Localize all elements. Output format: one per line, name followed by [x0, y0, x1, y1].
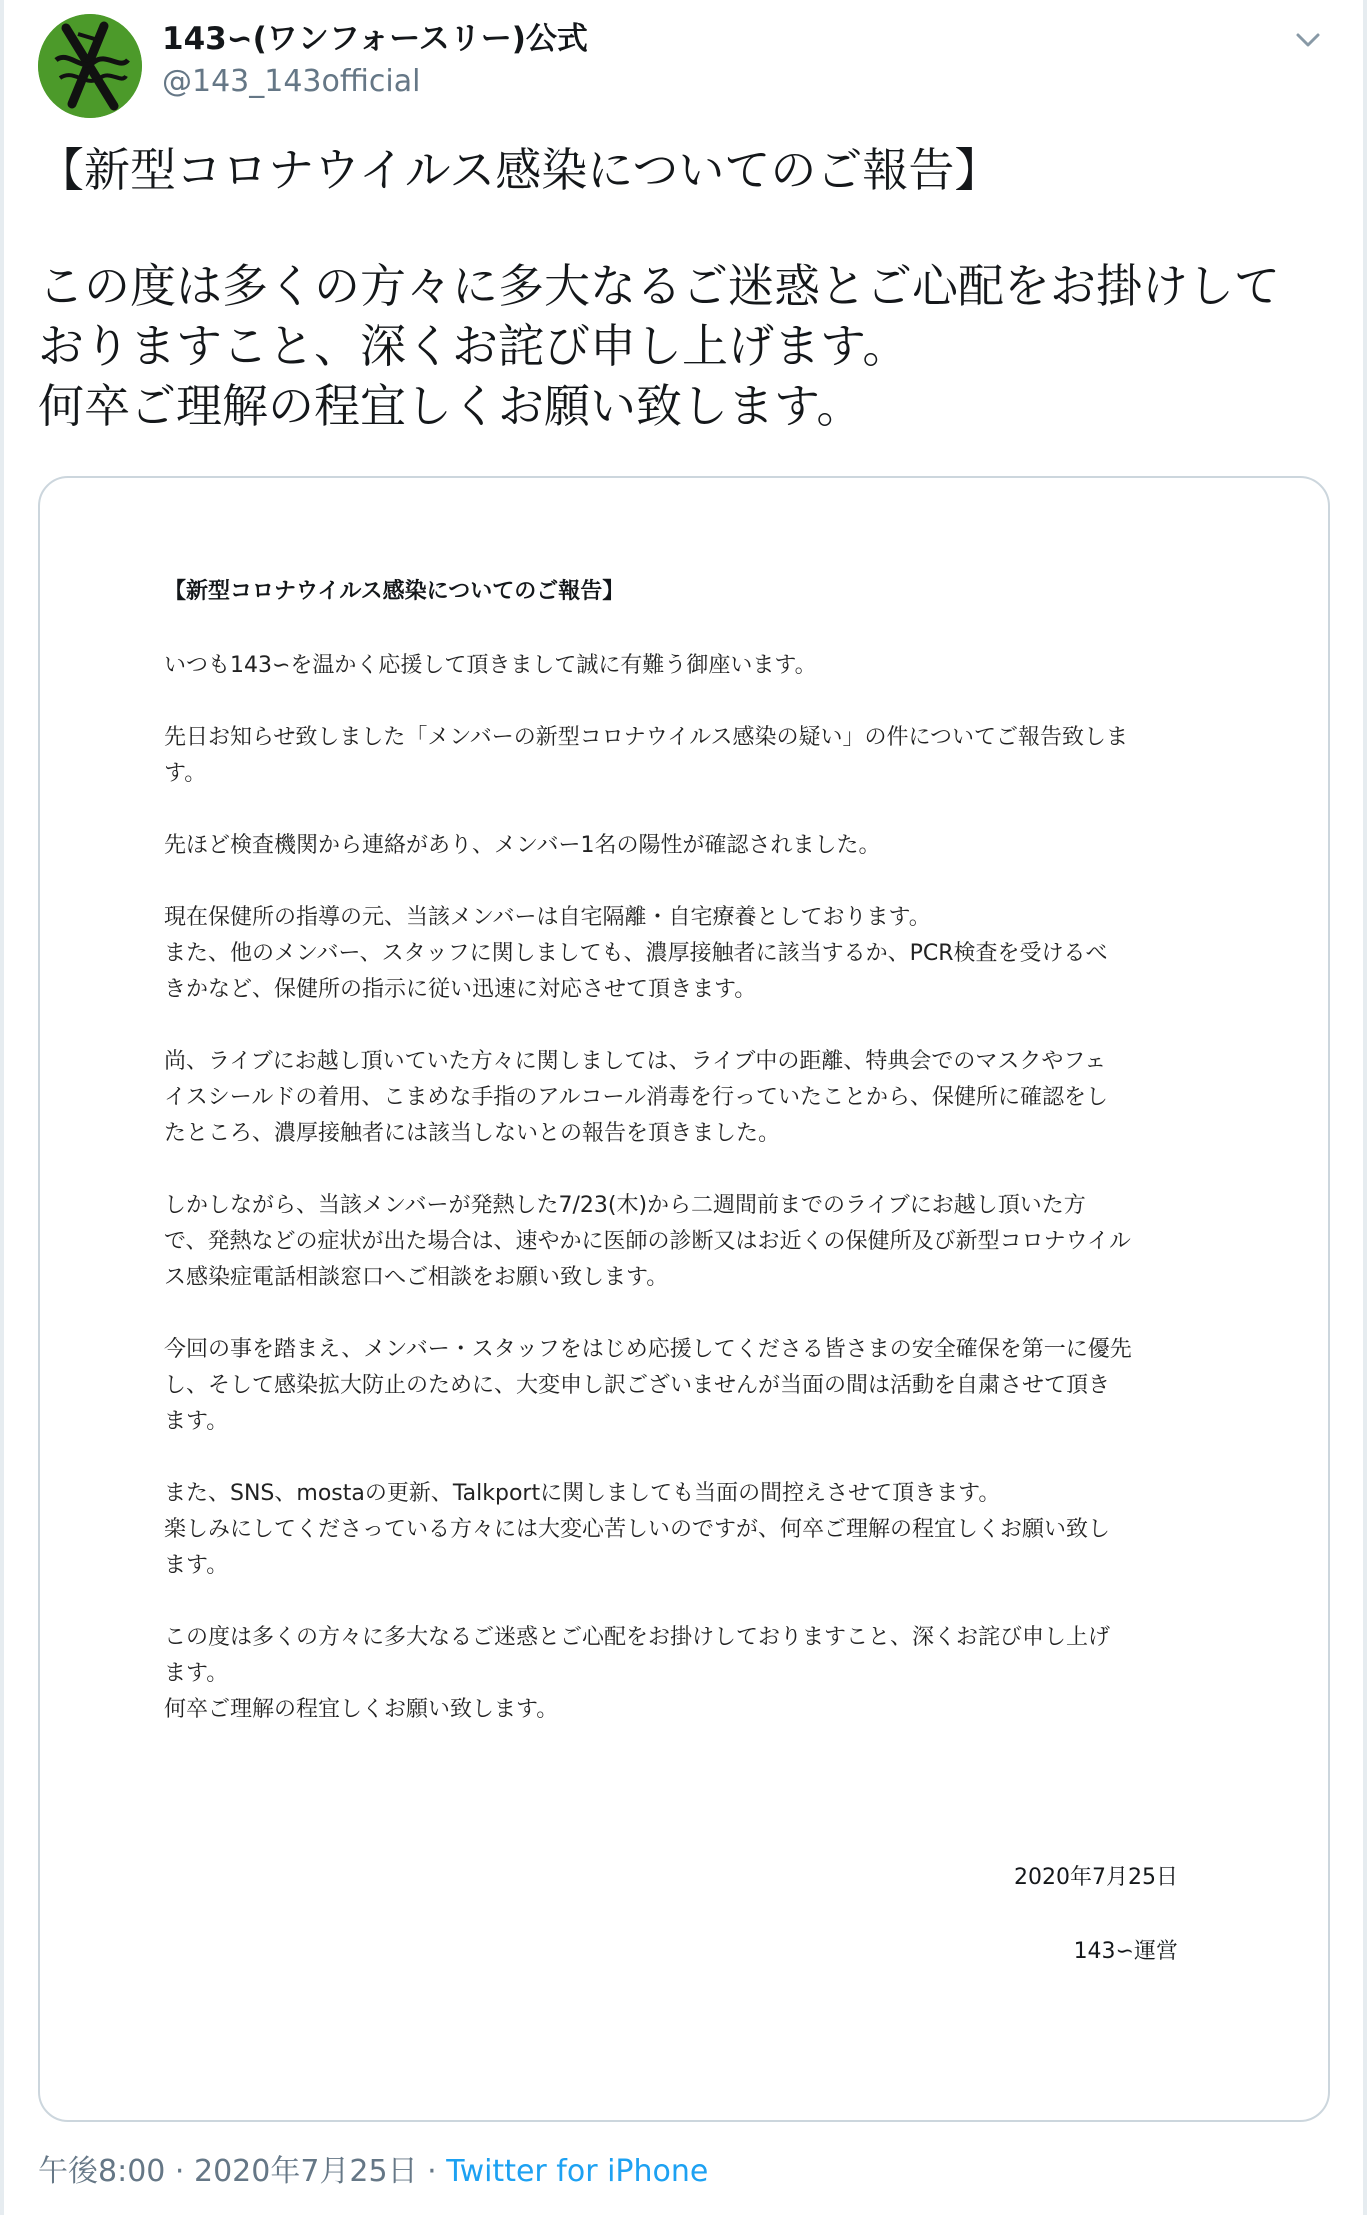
tweet-time[interactable]: 午後8:00	[38, 2154, 166, 2189]
document-line: この度は多くの方々に多大なるご迷惑とご心配をお掛けしておりますこと、深くお詫び申し上げ	[164, 1625, 1111, 1650]
page-edge-right	[1363, 0, 1367, 2215]
document-paragraph	[164, 1620, 1264, 1728]
tweet-line: この度は多くの方々に多大なるご迷惑とご心配をお掛けして	[38, 259, 1280, 313]
source-link[interactable]: Twitter for iPhone	[446, 2154, 709, 2189]
document-line: しかしながら、当該メンバーが発熱した7/23(木)から二週間前までのライブにお越し頂いた方	[164, 1193, 1086, 1218]
avatar[interactable]	[38, 14, 142, 118]
document-paragraph	[164, 1332, 1264, 1440]
meta-separator: ·	[165, 2154, 194, 2189]
document-line: きかなど、保健所の指示に従い迅速に対応させて頂きます。	[164, 977, 757, 1002]
tweet-title: 【新型コロナウイルス感染についてのご報告】	[38, 143, 1001, 197]
chevron-down-icon[interactable]	[1288, 20, 1328, 60]
display-name[interactable]: 143∽(ワンフォースリー)公式	[162, 21, 588, 57]
tweet-date[interactable]: 2020年7月25日	[193, 2154, 418, 2189]
document-line: いつも143∽を温かく応援して頂きまして誠に有難う御座います。	[164, 653, 817, 678]
document-line: ます。	[164, 1661, 229, 1686]
tweet-header	[38, 14, 1328, 124]
document-paragraph	[164, 648, 1264, 684]
document-paragraph	[164, 828, 1264, 864]
attached-image-card[interactable]	[38, 476, 1330, 2122]
document-paragraph	[164, 900, 1264, 1008]
document-line: ス感染症電話相談窓口へご相談をお願い致します。	[164, 1265, 669, 1290]
document-line: ます。	[164, 1553, 229, 1578]
document-signature: 143∽運営	[1073, 1939, 1178, 1964]
document-line: また、SNS、mostaの更新、Talkportに関しましても当面の間控えさせて頂きます。	[164, 1481, 1001, 1506]
document-line: 尚、ライブにお越し頂いていた方々に関しましては、ライブ中の距離、特典会でのマスクやフェ	[164, 1049, 1107, 1074]
tweet-text	[38, 140, 1338, 436]
page-edge-left	[0, 0, 4, 2215]
user-handle[interactable]: @143_143official	[162, 64, 421, 99]
document-line: 今回の事を踏まえ、メンバー・スタッフをはじめ応援してくださる皆さまの安全確保を第一に優先	[164, 1337, 1132, 1362]
document-line: で、発熱などの症状が出た場合は、速やかに医師の診断又はお近くの保健所及び新型コロナウイル	[164, 1229, 1131, 1254]
document-date: 2020年7月25日	[1014, 1865, 1178, 1890]
logo-avatar-icon	[38, 14, 142, 118]
document-paragraph	[164, 720, 1264, 792]
tweet-line: 何卒ご理解の程宜しくお願い致します。	[38, 379, 863, 433]
document-paragraph	[164, 1188, 1264, 1296]
document-line: し、そして感染拡大防止のために、大変申し訳ございませんが当面の間は活動を自粛させて頂き	[164, 1373, 1111, 1398]
document-line: たところ、濃厚接触者には該当しないとの報告を頂きました。	[164, 1121, 781, 1146]
document-line: す。	[164, 761, 207, 786]
document-line: 何卒ご理解の程宜しくお願い致します。	[164, 1697, 559, 1722]
tweet-line: おりますこと、深くお詫び申し上げます。	[38, 319, 909, 373]
document-line: ます。	[164, 1409, 229, 1434]
document-paragraph	[164, 1476, 1264, 1584]
document-line: 先日お知らせ致しました「メンバーの新型コロナウイルス感染の疑い」の件についてご報告致しま	[164, 725, 1129, 750]
document-line: また、他のメンバー、スタッフに関しましても、濃厚接触者に該当するか、PCR検査を受けるべ	[164, 941, 1108, 966]
document-line: イスシールドの着用、こまめな手指のアルコール消毒を行っていたことから、保健所に確認をし	[164, 1085, 1109, 1110]
announcement-document	[164, 574, 1264, 1764]
tweet-meta	[38, 2152, 708, 2192]
document-title: 【新型コロナウイルス感染についてのご報告】	[164, 579, 625, 604]
document-paragraph	[164, 1044, 1264, 1152]
document-line: 楽しみにしてくださっている方々には大変心苦しいのですが、何卒ご理解の程宜しくお願い致し	[164, 1517, 1111, 1542]
document-line: 現在保健所の指導の元、当該メンバーは自宅隔離・自宅療養としております。	[164, 905, 931, 930]
meta-separator: ·	[417, 2154, 447, 2189]
document-line: 先ほど検査機関から連絡があり、メンバー1名の陽性が確認されました。	[164, 833, 881, 858]
